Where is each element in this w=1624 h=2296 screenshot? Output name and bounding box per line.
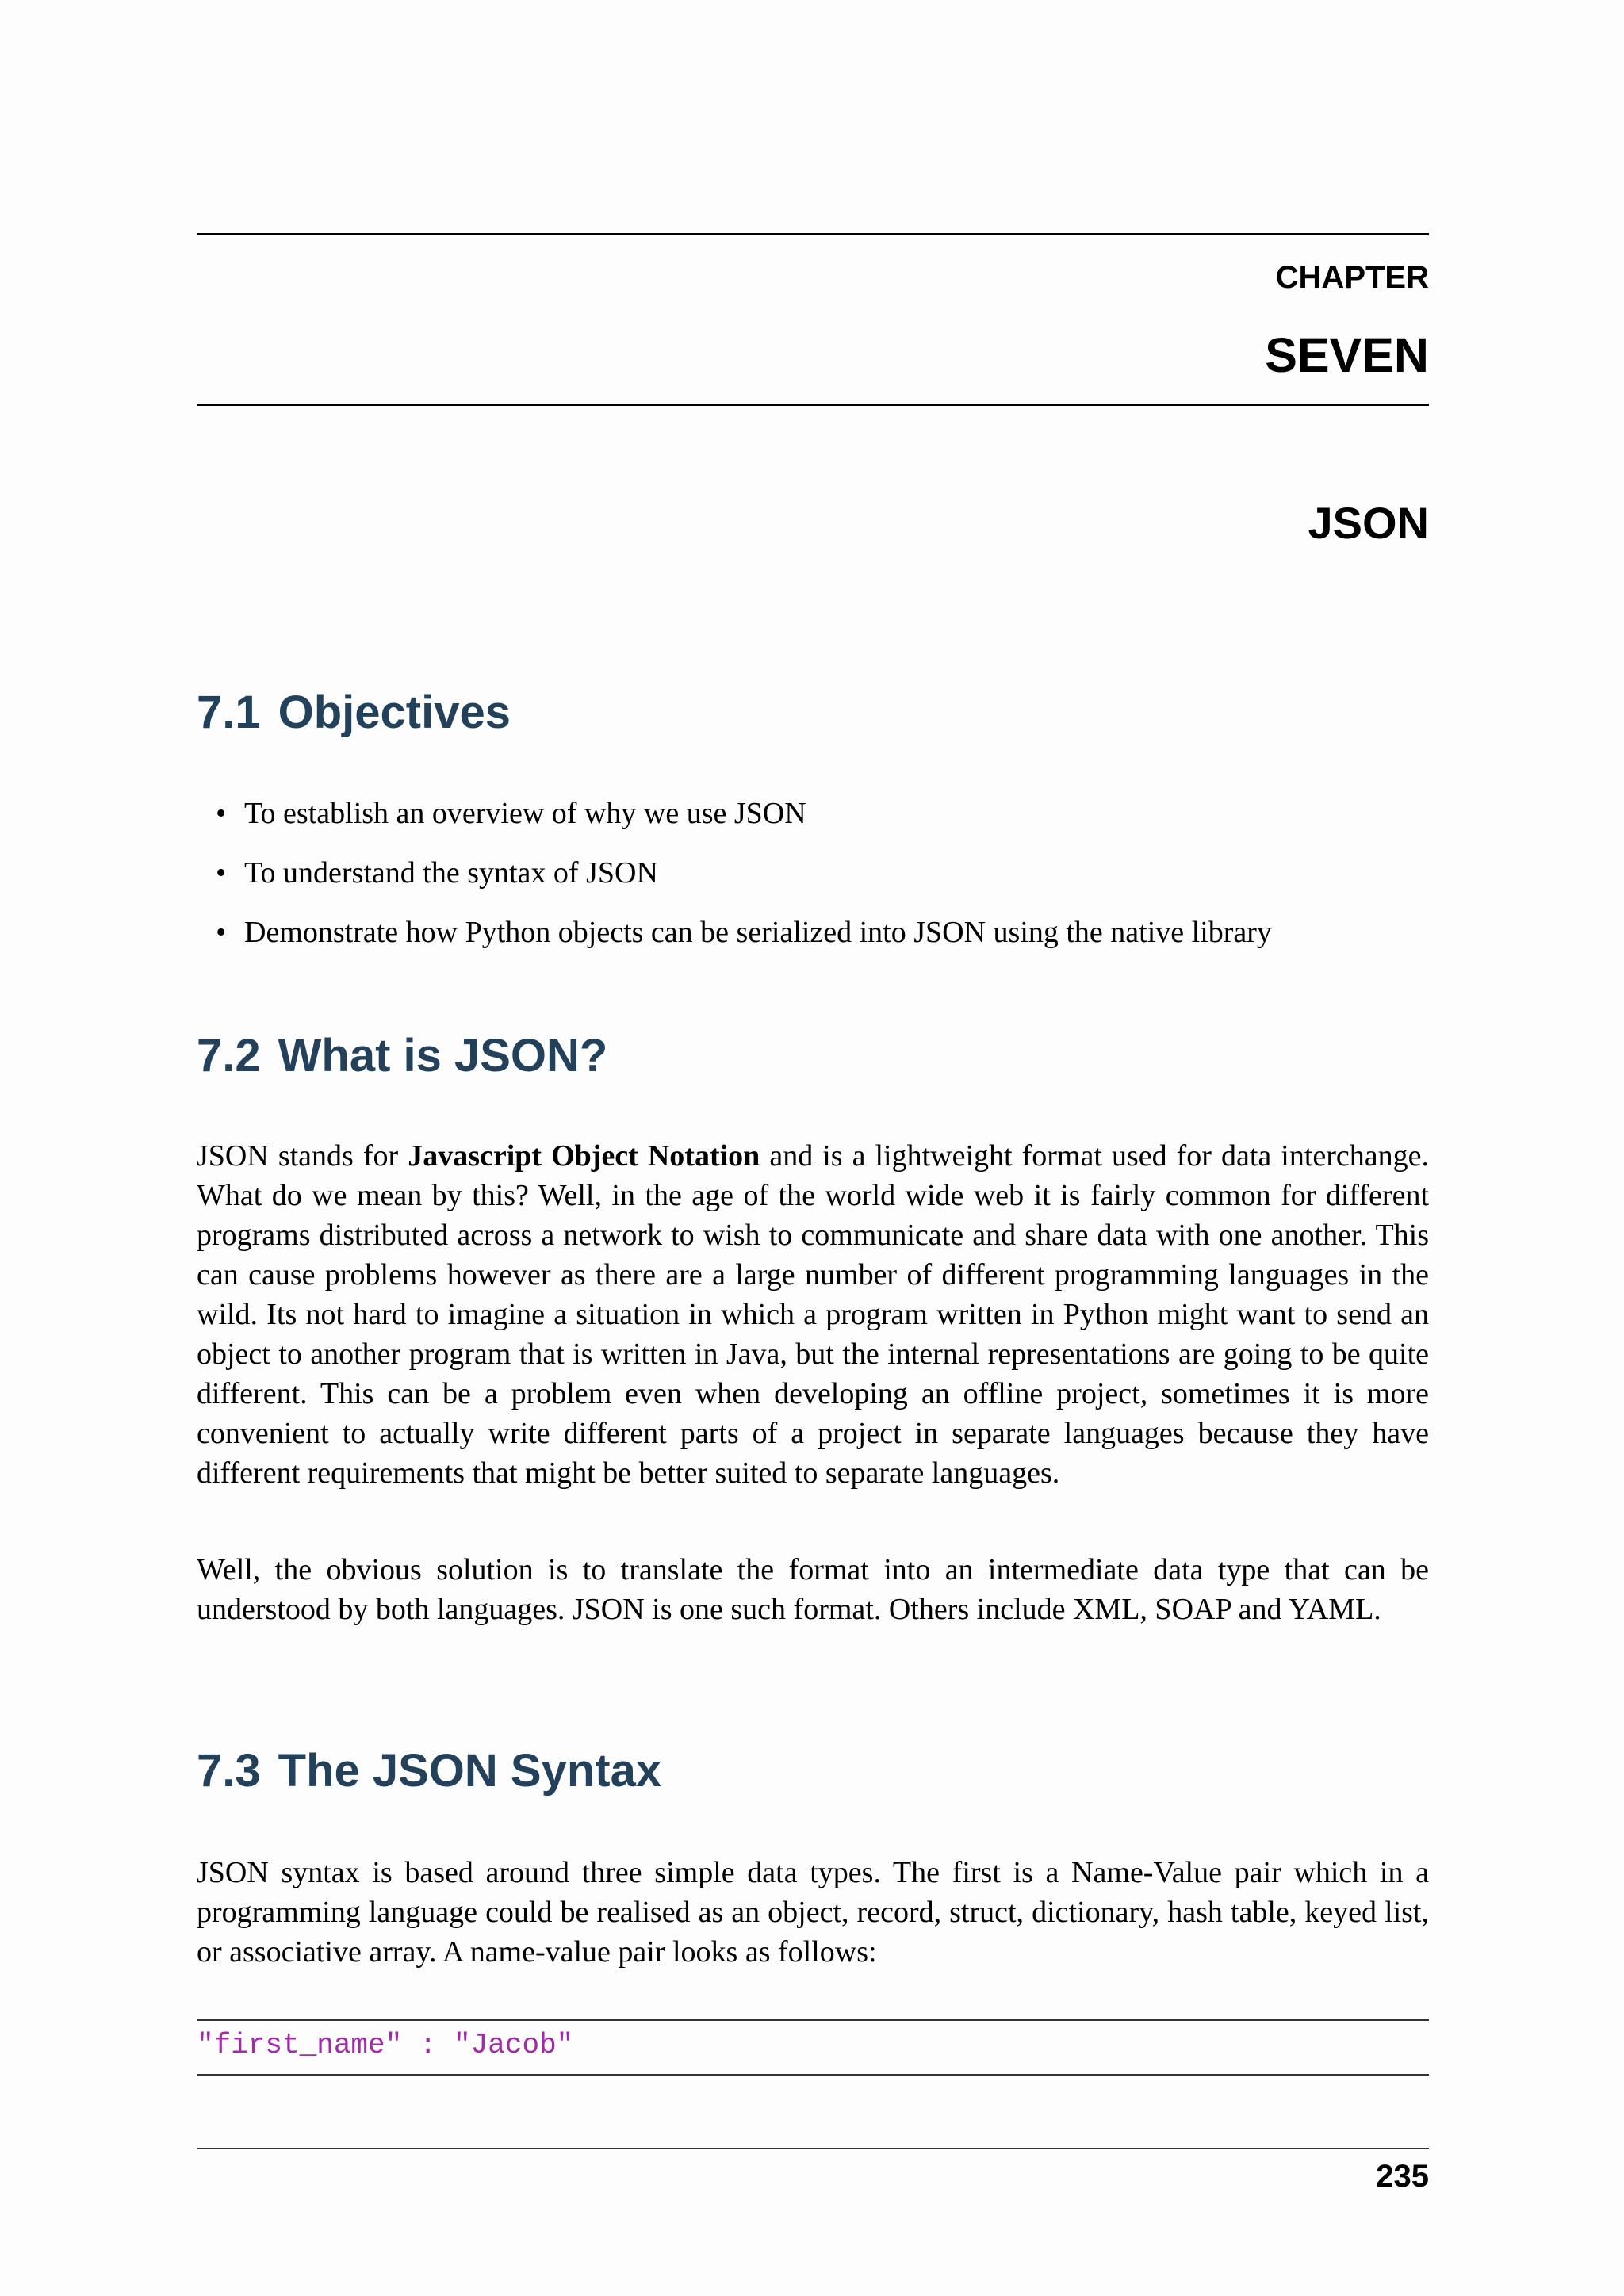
section-title: What is JSON? [278,1030,608,1081]
bold-term: Javascript Object Notation [408,1139,760,1173]
code-block-bottom-rule [197,2074,1429,2076]
section-number: 7.3 [197,1745,261,1797]
code-block: "first_name" : "Jacob" [197,2029,574,2061]
paragraph-json-syntax: JSON syntax is based around three simple data types. The first is a Name-Value pair which in a programming language could be realised as an object, record, struct, dictionary, hash table, keyed list, or associative array. A name-value pair looks as follows: [197,1856,1429,1969]
list-item: • Demonstrate how Python objects can be serialized into JSON using the native library [244,913,1429,952]
list-item: • To establish an overview of why we use JSON [244,794,1429,833]
list-item: • To understand the syntax of JSON [244,853,1429,893]
section-number: 7.1 [197,687,261,738]
paragraph-text: JSON stands for [197,1139,408,1173]
paragraph-json-solution: Well, the obvious solution is to translate the format into an intermediate data type that can be understood by both languages. JSON is one such format. Others include XML, SOAP and YAML. [197,1553,1429,1626]
section-title: Objectives [278,687,511,738]
section-number: 7.2 [197,1030,261,1081]
page-number: 235 [1376,2159,1429,2194]
chapter-bottom-rule [197,404,1429,406]
section-title: The JSON Syntax [278,1745,662,1797]
footer-rule [197,2148,1429,2149]
paragraph-text: and is a lightweight format used for data interchange. What do we mean by this? Well, in the age of the world wide web it is fairly common for different programs distributed across a network to wish to communicate and share data with one another. This can cause problems however as there are a large number of different programming languages in the wild. Its not hard to imagine a situation in which a program written in Python might want to send an object to another program that is written in Java, but the internal representations are going to be quite different. This can be a problem even when developing an offline project, sometimes it is more convenient to actually write different parts of a project in separate languages because they have different requirements that might be better suited to separate languages. [197,1139,1430,1490]
chapter-top-rule [197,233,1429,235]
section-heading-what-is-json [197,1030,608,1081]
chapter-label: CHAPTER [1275,260,1429,295]
chapter-number: SEVEN [1265,328,1429,382]
chapter-title: JSON [1308,498,1429,548]
objectives-list [244,794,1429,972]
section-heading-json-syntax [197,1745,662,1797]
section-heading-objectives [197,687,511,738]
paragraph-json-definition [197,1136,1429,1493]
code-block-top-rule [197,2019,1429,2021]
